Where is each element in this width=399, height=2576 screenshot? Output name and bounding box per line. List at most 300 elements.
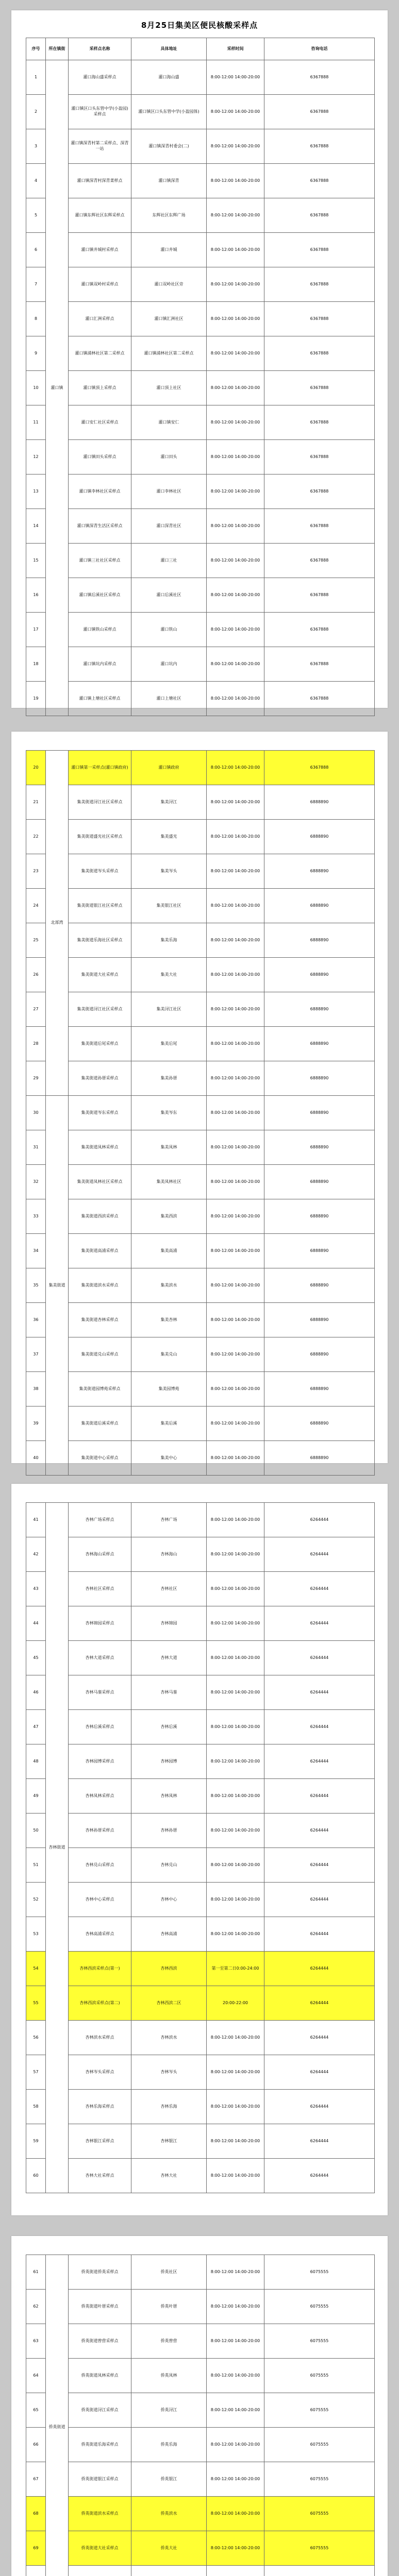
- address-cell: 杏林凤林: [131, 1779, 207, 1814]
- table-row: [26, 1027, 375, 1061]
- page-1: [11, 10, 388, 708]
- phone-cell: 6264444: [264, 1779, 375, 1814]
- table-row: [26, 1441, 375, 1476]
- time-cell: 8:00-12:00 14:00-20:00: [207, 820, 264, 854]
- sampling-table: [26, 750, 375, 1476]
- time-cell: 8:00-12:00 14:00-20:00: [207, 95, 264, 129]
- seq-cell: 18: [26, 647, 46, 682]
- seq-cell: 54: [26, 1952, 46, 1986]
- table-row: [26, 647, 375, 682]
- table-row: [26, 2531, 375, 2566]
- time-cell: 8:00-12:00 14:00-20:00: [207, 1027, 264, 1061]
- address-cell: 杏林高浦: [131, 1917, 207, 1952]
- site-name-cell: 杏林中心采样点: [69, 1883, 131, 1917]
- time-cell: 8:00-12:00 14:00-20:00: [207, 60, 264, 95]
- site-name-cell: 集美街道岑头采样点: [69, 854, 131, 889]
- site-name-cell: 侨英街道大社采样点: [69, 2531, 131, 2566]
- site-name-cell: 灌口镇深青村第二采样点、深青一站: [69, 129, 131, 164]
- site-name-cell: 灌口镇上塘社区采样点: [69, 682, 131, 716]
- table-row: [26, 682, 375, 716]
- seq-cell: 32: [26, 1165, 46, 1199]
- seq-cell: 60: [26, 2159, 46, 2193]
- address-cell: 侨英大社: [131, 2531, 207, 2566]
- address-cell: 灌口镇政府: [131, 751, 207, 785]
- address-cell: 灌口深青社区: [131, 509, 207, 544]
- page-2: [11, 732, 388, 1463]
- address-cell: 集美园博苑: [131, 1372, 207, 1406]
- time-cell: 8:00-12:00 14:00-20:00: [207, 2090, 264, 2124]
- address-cell: 杏林兑山: [131, 1848, 207, 1883]
- site-name-cell: 杏林海山采样点: [69, 1537, 131, 1572]
- address-cell: 侨英乐海: [131, 2428, 207, 2462]
- phone-cell: 6264444: [264, 1572, 375, 1606]
- site-name-cell: 灌口镇井城村采样点: [69, 233, 131, 267]
- address-cell: 灌口田头: [131, 440, 207, 474]
- header-district: 所在镇街: [46, 38, 69, 60]
- phone-cell: 6075555: [264, 2359, 375, 2393]
- site-name-cell: 杏林锦园采样点: [69, 1606, 131, 1641]
- seq-cell: 1: [26, 60, 46, 95]
- seq-cell: 59: [26, 2124, 46, 2159]
- time-cell: 8:00-12:00 14:00-20:00: [207, 785, 264, 820]
- site-name-cell: 杏林西滨采样点(第一): [69, 1952, 131, 1986]
- address-cell: 集美浔江社区: [131, 992, 207, 1027]
- seq-cell: 41: [26, 1503, 46, 1537]
- table-row: [26, 1744, 375, 1779]
- site-name-cell: 杏林广场采样点: [69, 1503, 131, 1537]
- phone-cell: 6075555: [264, 2255, 375, 2290]
- site-name-cell: 杏林西滨采样点(第二): [69, 1986, 131, 2021]
- site-name-cell: 灌口镇铁山采样点: [69, 613, 131, 647]
- time-cell: 8:00-12:00 14:00-20:00: [207, 1406, 264, 1441]
- address-cell: 杏林园博: [131, 1744, 207, 1779]
- table-row: [26, 1165, 375, 1199]
- site-name-cell: 杏林大道采样点: [69, 1641, 131, 1675]
- address-cell: 集美杏林: [131, 1303, 207, 1337]
- address-cell: 集美滨水: [131, 1268, 207, 1303]
- table-row: [26, 1199, 375, 1234]
- site-name-cell: 杏林园博采样点: [69, 1744, 131, 1779]
- seq-cell: 6: [26, 233, 46, 267]
- address-cell: 集美兑山: [131, 1337, 207, 1372]
- seq-cell: 3: [26, 129, 46, 164]
- table-row: [26, 95, 375, 129]
- table-row: [26, 440, 375, 474]
- phone-cell: 6888890: [264, 1165, 375, 1199]
- site-name-cell: 灌口镇双岭村采样点: [69, 267, 131, 302]
- sampling-table: [26, 38, 375, 716]
- table-row: [26, 1952, 375, 1986]
- table-row: [26, 751, 375, 785]
- time-cell: 8:00-12:00 14:00-20:00: [207, 682, 264, 716]
- phone-cell: 6075555: [264, 2497, 375, 2531]
- site-name-cell: 集美街道凤林采样点: [69, 1130, 131, 1165]
- seq-cell: 45: [26, 1641, 46, 1675]
- table-row: [26, 2255, 375, 2290]
- time-cell: 8:00-12:00 14:00-20:00: [207, 1744, 264, 1779]
- site-name-cell: 灌口镇坑内采样点: [69, 647, 131, 682]
- address-cell: 侨英凤林: [131, 2359, 207, 2393]
- address-cell: 东辉社区东辉广场: [131, 198, 207, 233]
- table-row: [26, 1986, 375, 2021]
- district-cell: 侨英街道: [46, 2255, 69, 2576]
- address-cell: 集美浔江: [131, 785, 207, 820]
- time-cell: 8:00-12:00 14:00-20:00: [207, 164, 264, 198]
- table-row: [26, 1096, 375, 1130]
- address-cell: 侨英叶厝: [131, 2290, 207, 2324]
- header-address: 具体地址: [131, 38, 207, 60]
- site-name-cell: 侨英街道滨水采样点: [69, 2497, 131, 2531]
- address-cell: 集美盛光: [131, 820, 207, 854]
- address-cell: 杏林乐海: [131, 2090, 207, 2124]
- table-row: [26, 2159, 375, 2193]
- seq-cell: 48: [26, 1744, 46, 1779]
- table-row: [26, 129, 375, 164]
- site-name-cell: 灌口镇田头采样点: [69, 440, 131, 474]
- time-cell: 8:00-12:00 14:00-20:00: [207, 405, 264, 440]
- address-cell: 灌口上塘社区: [131, 682, 207, 716]
- time-cell: 8:00-12:00 14:00-20:00: [207, 1675, 264, 1710]
- seq-cell: 26: [26, 958, 46, 992]
- time-cell: 8:00-12:00 14:00-20:00: [207, 2462, 264, 2497]
- seq-cell: 7: [26, 267, 46, 302]
- table-row: [26, 1641, 375, 1675]
- seq-cell: 61: [26, 2255, 46, 2290]
- table-row: [26, 1848, 375, 1883]
- address-cell: 灌口镇安仁: [131, 405, 207, 440]
- time-cell: 8:00-12:00 14:00-20:00: [207, 302, 264, 336]
- phone-cell: 6888890: [264, 1337, 375, 1372]
- time-cell: 8:00-12:00 14:00-20:00: [207, 2255, 264, 2290]
- table-row: [26, 854, 375, 889]
- address-cell: 灌口顶上社区: [131, 371, 207, 405]
- phone-cell: 6367888: [264, 509, 375, 544]
- table-row: [26, 1883, 375, 1917]
- seq-cell: 39: [26, 1406, 46, 1441]
- phone-cell: 6888890: [264, 1372, 375, 1406]
- site-name-cell: 集美街道凤林社区采样点: [69, 1165, 131, 1199]
- address-cell: 集美孙厝: [131, 1061, 207, 1096]
- time-cell: 8:00-12:00 14:00-20:00: [207, 2497, 264, 2531]
- site-name-cell: 侨英街道乐海采样点: [69, 2428, 131, 2462]
- table-row: [26, 2359, 375, 2393]
- seq-cell: 55: [26, 1986, 46, 2021]
- table-row: [26, 474, 375, 509]
- table-row: [26, 1061, 375, 1096]
- time-cell: 8:00-12:00 14:00-20:00: [207, 233, 264, 267]
- site-name-cell: 灌口镇深青生活区采样点: [69, 509, 131, 544]
- time-cell: 8:00-12:00 14:00-20:00: [207, 1572, 264, 1606]
- phone-cell: 6888890: [264, 889, 375, 923]
- time-cell: 8:00-12:00 14:00-20:00: [207, 336, 264, 371]
- address-cell: 灌口后溪社区: [131, 578, 207, 613]
- time-cell: 8:00-12:00 14:00-20:00: [207, 1606, 264, 1641]
- site-name-cell: 侨英街道曾营采样点: [69, 2324, 131, 2359]
- seq-cell: 9: [26, 336, 46, 371]
- site-name-cell: 灌口镇三社社区采样点: [69, 544, 131, 578]
- phone-cell: 6367888: [264, 578, 375, 613]
- phone-cell: 6367888: [264, 371, 375, 405]
- seq-cell: 23: [26, 854, 46, 889]
- seq-cell: 58: [26, 2090, 46, 2124]
- address-cell: 集美凤林: [131, 1130, 207, 1165]
- table-row: [26, 2290, 375, 2324]
- address-cell: 灌口镇汇洲社区: [131, 302, 207, 336]
- phone-cell: 6367888: [264, 474, 375, 509]
- table-row: [26, 578, 375, 613]
- site-name-cell: 杏林马銮采样点: [69, 1675, 131, 1710]
- address-cell: 杏林西滨: [131, 1952, 207, 1986]
- phone-cell: 6264444: [264, 1503, 375, 1537]
- page-4: [11, 2236, 388, 2576]
- phone-cell: 6367888: [264, 164, 375, 198]
- header-time: 采样时间: [207, 38, 264, 60]
- phone-cell: 6264444: [264, 1606, 375, 1641]
- table-row: [26, 267, 375, 302]
- seq-cell: 28: [26, 1027, 46, 1061]
- seq-cell: 40: [26, 1441, 46, 1476]
- table-row: [26, 2124, 375, 2159]
- address-cell: 杏林马銮: [131, 1675, 207, 1710]
- site-name-cell: 集美街道孙厝采样点: [69, 1061, 131, 1096]
- time-cell: 8:00-12:00 14:00-20:00: [207, 1372, 264, 1406]
- phone-cell: 6888890: [264, 820, 375, 854]
- phone-cell: 6888890: [264, 958, 375, 992]
- table-row: [26, 958, 375, 992]
- address-cell: 集美高浦: [131, 1234, 207, 1268]
- phone-cell: 6264444: [264, 1675, 375, 1710]
- site-name-cell: 杏林岑头采样点: [69, 2055, 131, 2090]
- table-row: [26, 302, 375, 336]
- table-row: [26, 1268, 375, 1303]
- time-cell: 20:00-22:00: [207, 1986, 264, 2021]
- table-row: [26, 2462, 375, 2497]
- seq-cell: 67: [26, 2462, 46, 2497]
- sampling-table: [26, 1502, 375, 2193]
- address-cell: 灌口镇区口头东管中学(小盈园体): [131, 95, 207, 129]
- phone-cell: 6264444: [264, 1917, 375, 1952]
- table-row: [26, 1337, 375, 1372]
- table-row: [26, 405, 375, 440]
- time-cell: 8:00-12:00 14:00-20:00: [207, 647, 264, 682]
- time-cell: 8:00-12:00 14:00-20:00: [207, 992, 264, 1027]
- phone-cell: 6264444: [264, 1744, 375, 1779]
- site-name-cell: 集美街道浔江社区采样点: [69, 992, 131, 1027]
- address-cell: [131, 2566, 207, 2576]
- site-name-cell: 杏林乐海采样点: [69, 2090, 131, 2124]
- phone-cell: 6367888: [264, 267, 375, 302]
- time-cell: 8:00-12:00 14:00-20:00: [207, 2021, 264, 2055]
- address-cell: 集美岑东: [131, 1096, 207, 1130]
- site-name-cell: 侨英街道浔江采样点: [69, 2393, 131, 2428]
- phone-cell: 6367888: [264, 544, 375, 578]
- district-cell: 集美街道: [46, 1096, 69, 1476]
- seq-cell: 14: [26, 509, 46, 544]
- site-name-cell: 灌口镇第一采样点(灌口镇政府): [69, 751, 131, 785]
- address-cell: 杏林大社: [131, 2159, 207, 2193]
- seq-cell: 19: [26, 682, 46, 716]
- seq-cell: 65: [26, 2393, 46, 2428]
- phone-cell: 6367888: [264, 233, 375, 267]
- site-name-cell: 集美街道滨水采样点: [69, 1268, 131, 1303]
- seq-cell: 35: [26, 1268, 46, 1303]
- address-cell: 杏林中心: [131, 1883, 207, 1917]
- seq-cell: 13: [26, 474, 46, 509]
- site-name-cell: 侨英街道凤林采样点: [69, 2359, 131, 2393]
- site-name-cell: 杏林后溪采样点: [69, 1710, 131, 1744]
- sampling-table: [26, 2255, 375, 2576]
- table-row: [26, 2428, 375, 2462]
- site-name-cell: 侨英街道叶厝采样点: [69, 2290, 131, 2324]
- time-cell: 8:00-12:00 14:00-20:00: [207, 2531, 264, 2566]
- phone-cell: 6888890: [264, 1199, 375, 1234]
- district-cell: 杏林街道: [46, 1503, 69, 2193]
- time-cell: 8:00-12:00 14:00-20:00: [207, 2428, 264, 2462]
- site-name-cell: 灌口镇东辉社区东辉采样点: [69, 198, 131, 233]
- site-name-cell: [69, 2566, 131, 2576]
- seq-cell: 37: [26, 1337, 46, 1372]
- time-cell: 8:00-12:00 14:00-20:00: [207, 854, 264, 889]
- phone-cell: 6888890: [264, 1303, 375, 1337]
- phone-cell: 6075555: [264, 2324, 375, 2359]
- seq-cell: 11: [26, 405, 46, 440]
- address-cell: 侨英滨水: [131, 2497, 207, 2531]
- time-cell: 8:00-12:00 14:00-20:00: [207, 2055, 264, 2090]
- seq-cell: 44: [26, 1606, 46, 1641]
- table-row: [26, 1675, 375, 1710]
- seq-cell: 21: [26, 785, 46, 820]
- time-cell: 8:00-12:00 14:00-20:00: [207, 1199, 264, 1234]
- address-cell: 杏林孙厝: [131, 1814, 207, 1848]
- seq-cell: 10: [26, 371, 46, 405]
- phone-cell: 6264444: [264, 1883, 375, 1917]
- address-cell: 集美岑头: [131, 854, 207, 889]
- time-cell: 8:00-12:00 14:00-20:00: [207, 1848, 264, 1883]
- address-cell: 集美中心: [131, 1441, 207, 1476]
- address-cell: 侨英曾营: [131, 2324, 207, 2359]
- time-cell: 8:00-12:00 14:00-20:00: [207, 2359, 264, 2393]
- table-row: [26, 889, 375, 923]
- seq-cell: 31: [26, 1130, 46, 1165]
- seq-cell: 33: [26, 1199, 46, 1234]
- site-name-cell: 杏林孙厝采样点: [69, 1814, 131, 1848]
- district-cell: 灌口镇: [46, 60, 69, 716]
- table-row: [26, 198, 375, 233]
- table-row: [26, 1234, 375, 1268]
- site-name-cell: 灌口汇洲采样点: [69, 302, 131, 336]
- address-cell: 杏林银江: [131, 2124, 207, 2159]
- time-cell: 8:00-12:00 14:00-20:00: [207, 2324, 264, 2359]
- time-cell: 8:00-12:00 14:00-20:00: [207, 2124, 264, 2159]
- address-cell: 灌口海山盛: [131, 60, 207, 95]
- site-name-cell: 集美街道浔江社区采样点: [69, 785, 131, 820]
- phone-cell: 6367888: [264, 129, 375, 164]
- table-row: [26, 1130, 375, 1165]
- address-cell: 集美乐海: [131, 923, 207, 958]
- site-name-cell: 灌口安仁社区采样点: [69, 405, 131, 440]
- phone-cell: 6888890: [264, 992, 375, 1027]
- time-cell: 8:00-12:00 14:00-20:00: [207, 1234, 264, 1268]
- seq-cell: 42: [26, 1537, 46, 1572]
- phone-cell: 6264444: [264, 2124, 375, 2159]
- seq-cell: 25: [26, 923, 46, 958]
- phone-cell: 6075555: [264, 2531, 375, 2566]
- phone-cell: 6264444: [264, 2159, 375, 2193]
- table-row: [26, 2021, 375, 2055]
- phone-cell: 6264444: [264, 1537, 375, 1572]
- site-name-cell: 灌口镇浦林社区第二采样点: [69, 336, 131, 371]
- seq-cell: 5: [26, 198, 46, 233]
- site-name-cell: 灌口镇顶上采样点: [69, 371, 131, 405]
- phone-cell: 6888890: [264, 1234, 375, 1268]
- address-cell: 灌口铁山: [131, 613, 207, 647]
- phone-cell: 6367888: [264, 682, 375, 716]
- time-cell: 8:00-12:00 14:00-20:00: [207, 440, 264, 474]
- phone-cell: 6367888: [264, 751, 375, 785]
- phone-cell: 6264444: [264, 1710, 375, 1744]
- time-cell: 8:00-12:00 14:00-20:00: [207, 958, 264, 992]
- header-phone: 咨询电话: [264, 38, 375, 60]
- table-row: [26, 1606, 375, 1641]
- time-cell: 8:00-12:00 14:00-20:00: [207, 1165, 264, 1199]
- site-name-cell: 灌口镇李林社区采样点: [69, 474, 131, 509]
- time-cell: 8:00-12:00 14:00-20:00: [207, 1096, 264, 1130]
- address-cell: 灌口坑内: [131, 647, 207, 682]
- table-row: [26, 60, 375, 95]
- phone-cell: 6264444: [264, 2090, 375, 2124]
- site-name-cell: 灌口海山盛采样点: [69, 60, 131, 95]
- phone-cell: 6367888: [264, 440, 375, 474]
- phone-cell: 6264444: [264, 2055, 375, 2090]
- table-row: [26, 785, 375, 820]
- phone-cell: 6888890: [264, 785, 375, 820]
- header-row: [26, 38, 375, 60]
- time-cell: 8:00-12:00 14:00-20:00: [207, 198, 264, 233]
- phone-cell: 6075555: [264, 2290, 375, 2324]
- table-row: [26, 1303, 375, 1337]
- time-cell: 8:00-12:00 14:00-20:00: [207, 1883, 264, 1917]
- seq-cell: 50: [26, 1814, 46, 1848]
- site-name-cell: 杏林高浦采样点: [69, 1917, 131, 1952]
- address-cell: 灌口井城: [131, 233, 207, 267]
- address-cell: 灌口三社: [131, 544, 207, 578]
- site-name-cell: 集美街道盛光社区采样点: [69, 820, 131, 854]
- address-cell: 杏林广场: [131, 1503, 207, 1537]
- time-cell: 8:00-12:00 14:00-20:00: [207, 1303, 264, 1337]
- phone-cell: 6264444: [264, 2021, 375, 2055]
- phone-cell: 6888890: [264, 1096, 375, 1130]
- site-name-cell: 集美街道乐海社区采样点: [69, 923, 131, 958]
- phone-cell: 6888890: [264, 1027, 375, 1061]
- seq-cell: 17: [26, 613, 46, 647]
- table-row: [26, 1572, 375, 1606]
- seq-cell: [26, 2566, 46, 2576]
- seq-cell: 4: [26, 164, 46, 198]
- table-row: [26, 2090, 375, 2124]
- site-name-cell: 灌口镇区口头东管中学(小盈园)采样点: [69, 95, 131, 129]
- time-cell: 8:00-12:00 14:00-20:00: [207, 1537, 264, 1572]
- phone-cell: 6888890: [264, 923, 375, 958]
- phone-cell: 6888890: [264, 1406, 375, 1441]
- table-row: [26, 992, 375, 1027]
- time-cell: [207, 2566, 264, 2576]
- time-cell: 8:00-12:00 14:00-20:00: [207, 1641, 264, 1675]
- phone-cell: 6367888: [264, 60, 375, 95]
- address-cell: 灌口镇浦林社区第二采样点: [131, 336, 207, 371]
- page-3: [11, 1484, 388, 2215]
- site-name-cell: 集美街道中心采样点: [69, 1441, 131, 1476]
- seq-cell: 38: [26, 1372, 46, 1406]
